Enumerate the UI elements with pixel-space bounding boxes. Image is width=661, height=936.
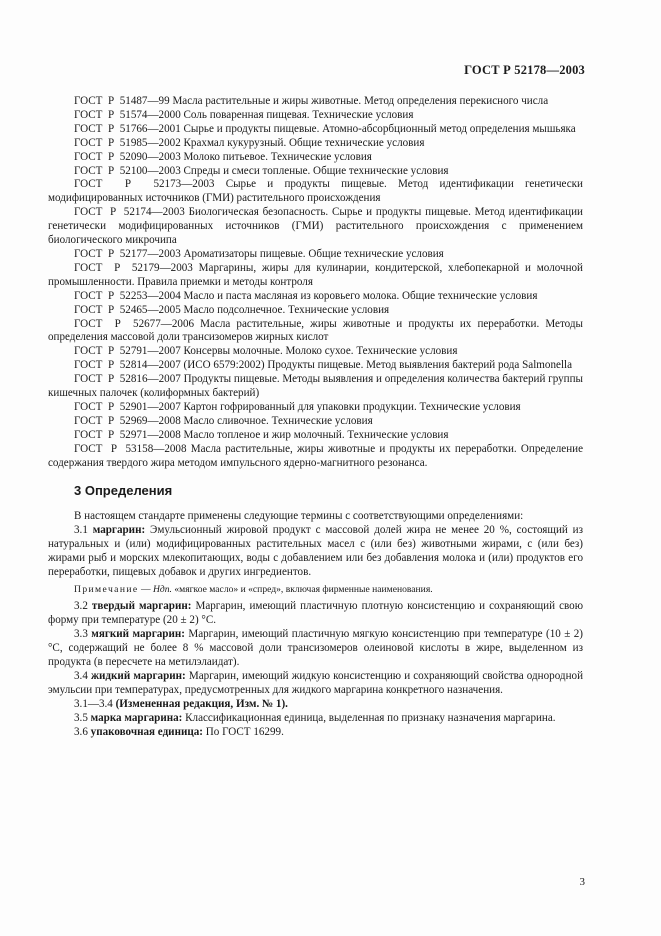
definition-number: 3.6 bbox=[74, 725, 91, 738]
reference-title: Молоко питьевое. Технические условия bbox=[183, 150, 372, 163]
reference-title: Масло топленое и жир молочный. Технические условия bbox=[183, 428, 449, 441]
definition-term: упаковочная единица: bbox=[90, 725, 203, 738]
reference-code: ГОСТ Р 52814—2007 bbox=[74, 359, 181, 372]
reference-item bbox=[48, 109, 583, 123]
reference-code: ГОСТ Р 52971—2008 bbox=[74, 428, 181, 441]
reference-item bbox=[48, 345, 583, 359]
reference-code: ГОСТ Р 52816—2007 bbox=[74, 373, 181, 386]
reference-code: ГОСТ Р 51766—2001 bbox=[74, 122, 181, 135]
reference-code: ГОСТ Р 52253—2004 bbox=[74, 289, 181, 302]
reference-title: Картон гофрированный для упаковки продукции. Технические условия bbox=[183, 400, 521, 413]
definition-number: 3.1 bbox=[74, 524, 93, 537]
reference-item bbox=[48, 304, 583, 318]
reference-title: (ИСО 6579:2002) Продукты пищевые. Метод выявления бактерий рода Salmonella bbox=[183, 359, 573, 372]
reference-code: ГОСТ Р 52465—2005 bbox=[74, 303, 181, 316]
reference-title: Ароматизаторы пищевые. Общие технические условия bbox=[183, 247, 444, 260]
reference-title: Масла растительные, жиры животные и продукты их переработки. Методы определения массовой доли трансизомеров жирных кислот bbox=[48, 317, 583, 344]
reference-item bbox=[48, 415, 583, 429]
reference-code: ГОСТ Р 51985—2002 bbox=[74, 136, 181, 149]
reference-code: ГОСТ Р 52791—2007 bbox=[74, 345, 181, 358]
definition-note: Примечание — Ндп. «мягкое масло» и «спред», включая фирменные наименования. bbox=[74, 583, 433, 595]
note-text: «мягкое масло» и «спред», включая фирменные наименования. bbox=[171, 583, 433, 595]
definition-term: твердый маргарин: bbox=[91, 600, 192, 613]
definition-3-4 bbox=[48, 670, 583, 698]
definition-text: Классификационная единица, выделенная по признаку назначения маргарина. bbox=[182, 711, 556, 724]
reference-item bbox=[48, 429, 583, 443]
section-title: 3 Определения bbox=[74, 483, 173, 499]
reference-item bbox=[48, 165, 583, 179]
reference-code: ГОСТ Р 52174—2003 bbox=[74, 206, 185, 219]
reference-item bbox=[48, 290, 583, 304]
definition-3-2 bbox=[48, 600, 583, 628]
definition-text: Маргарин, имеющий пластичную мягкую консистенцию при температуре (10 ± 2) °С, содержащий не более 8 % массовой доли трансизомеров олеиновой кислоты в жире, выделенном из продукта (в пересчете на метилэлаидат). bbox=[48, 628, 583, 669]
change-note bbox=[48, 698, 583, 712]
document-body bbox=[48, 95, 583, 739]
definition-term: жидкий маргарин: bbox=[90, 669, 186, 682]
reference-code: ГОСТ Р 52969—2008 bbox=[74, 414, 181, 427]
reference-code: ГОСТ Р 52173—2003 bbox=[74, 178, 215, 191]
definition-number: 3.5 bbox=[74, 711, 91, 724]
reference-item bbox=[48, 206, 583, 248]
reference-item bbox=[48, 151, 583, 165]
note-label: Примечание bbox=[74, 583, 139, 595]
definition-number: 3.4 bbox=[74, 669, 91, 682]
reference-code: ГОСТ Р 52677—2006 bbox=[74, 317, 195, 330]
reference-item bbox=[48, 95, 583, 109]
definition-number: 3.2 bbox=[74, 600, 92, 613]
definition-text: Эмульсионный жировой продукт с массовой долей жира не менее 20 %, состоящий из натуральных и (или) модифицированных растительных масел с (или без) животными жирами, с (или без) жирами рыб и морских млекопитающих, воды с добавлением или без добавления молока и (или) продуктов его переработки, пищевых добавок и других ингредиентов. bbox=[48, 524, 583, 578]
section-intro: В настоящем стандарте применены следующие термины с соответствующими определениями: bbox=[74, 510, 524, 523]
reference-item bbox=[48, 318, 583, 346]
reference-code: ГОСТ Р 52177—2003 bbox=[74, 247, 181, 260]
document-header: ГОСТ Р 52178—2003 bbox=[464, 63, 585, 77]
reference-item bbox=[48, 359, 583, 373]
reference-item bbox=[48, 262, 583, 290]
reference-code: ГОСТ Р 51574—2000 bbox=[74, 108, 181, 121]
definition-text: Маргарин, имеющий пластичную плотную консистенцию и сохраняющий свою форму при температуре (20 ± 2) °С. bbox=[48, 600, 583, 627]
reference-title: Масла растительные, жиры животные и продукты их переработки. Определение содержания твердого жира методом импульсного ядерно-магнитного резонанса. bbox=[48, 442, 583, 469]
reference-title: Крахмал кукурузный. Общие технические условия bbox=[183, 136, 425, 149]
reference-item bbox=[48, 443, 583, 471]
reference-title: Масла растительные и жиры животные. Метод определения перекисного числа bbox=[172, 95, 549, 107]
definition-3-5 bbox=[48, 712, 583, 726]
note-abbr: Ндп. bbox=[152, 583, 172, 595]
reference-title: Консервы молочные. Молоко сухое. Технические условия bbox=[183, 345, 458, 358]
definition-term: мягкий маргарин: bbox=[91, 628, 185, 641]
change-number: 3.1—3.4 bbox=[74, 697, 116, 710]
definition-number: 3.3 bbox=[74, 628, 92, 641]
normative-references-list bbox=[48, 95, 583, 470]
reference-title: Соль поваренная пищевая. Технические условия bbox=[183, 108, 414, 121]
page-number: 3 bbox=[579, 876, 585, 888]
reference-code: ГОСТ Р 52901—2007 bbox=[74, 400, 181, 413]
definition-text: Маргарин, имеющий жидкую консистенцию и сохраняющий свойства однородной эмульсии при температурах, предусмотренных для жидкого маргарина конкретного назначения. bbox=[48, 669, 584, 696]
reference-code: ГОСТ Р 51487—99 bbox=[74, 95, 170, 107]
reference-code: ГОСТ Р 52179—2003 bbox=[74, 261, 193, 274]
definition-term: маргарин: bbox=[92, 524, 146, 537]
reference-item bbox=[48, 178, 583, 206]
reference-title: Масло сливочное. Технические условия bbox=[183, 414, 373, 427]
reference-item bbox=[48, 401, 583, 415]
reference-title: Сырье и продукты пищевые. Метод идентификации генетически модифицированных источников (ГМИ) растительного происхождения bbox=[48, 178, 583, 205]
reference-title: Масло и паста масляная из коровьего молока. Общие технические условия bbox=[183, 289, 538, 302]
reference-code: ГОСТ Р 53158—2008 bbox=[74, 442, 187, 455]
reference-title: Маргарины, жиры для кулинарии, кондитерской, хлебопекарной и молочной промышленности. Правила приемки и методы контроля bbox=[48, 261, 583, 288]
definition-3-6 bbox=[48, 726, 583, 740]
reference-code: ГОСТ Р 52090—2003 bbox=[74, 150, 181, 163]
reference-item bbox=[48, 137, 583, 151]
reference-title: Спреды и смеси топленые. Общие технические условия bbox=[183, 164, 449, 177]
definition-term: марка маргарина: bbox=[90, 711, 183, 724]
reference-item bbox=[48, 373, 583, 401]
definition-3-1 bbox=[48, 524, 583, 580]
definition-3-3 bbox=[48, 628, 583, 670]
definition-text: По ГОСТ 16299. bbox=[203, 725, 284, 738]
reference-title: Сырье и продукты пищевые. Атомно-абсорбционный метод определения мышьяка bbox=[183, 122, 576, 135]
change-text: (Измененная редакция, Изм. № 1). bbox=[115, 697, 288, 710]
reference-item bbox=[48, 248, 583, 262]
reference-code: ГОСТ Р 52100—2003 bbox=[74, 164, 181, 177]
reference-title: Масло подсолнечное. Технические условия bbox=[183, 303, 390, 316]
reference-title: Продукты пищевые. Методы выявления и определения количества бактерий группы кишечных палочек (колиформных бактерий) bbox=[48, 373, 584, 400]
reference-title: Биологическая безопасность. Сырье и продукты пищевые. Метод идентификации генетически модифицированных источников (ГМИ) растительного происхождения с применением биологического микрочипа bbox=[48, 206, 583, 247]
reference-item bbox=[48, 123, 583, 137]
